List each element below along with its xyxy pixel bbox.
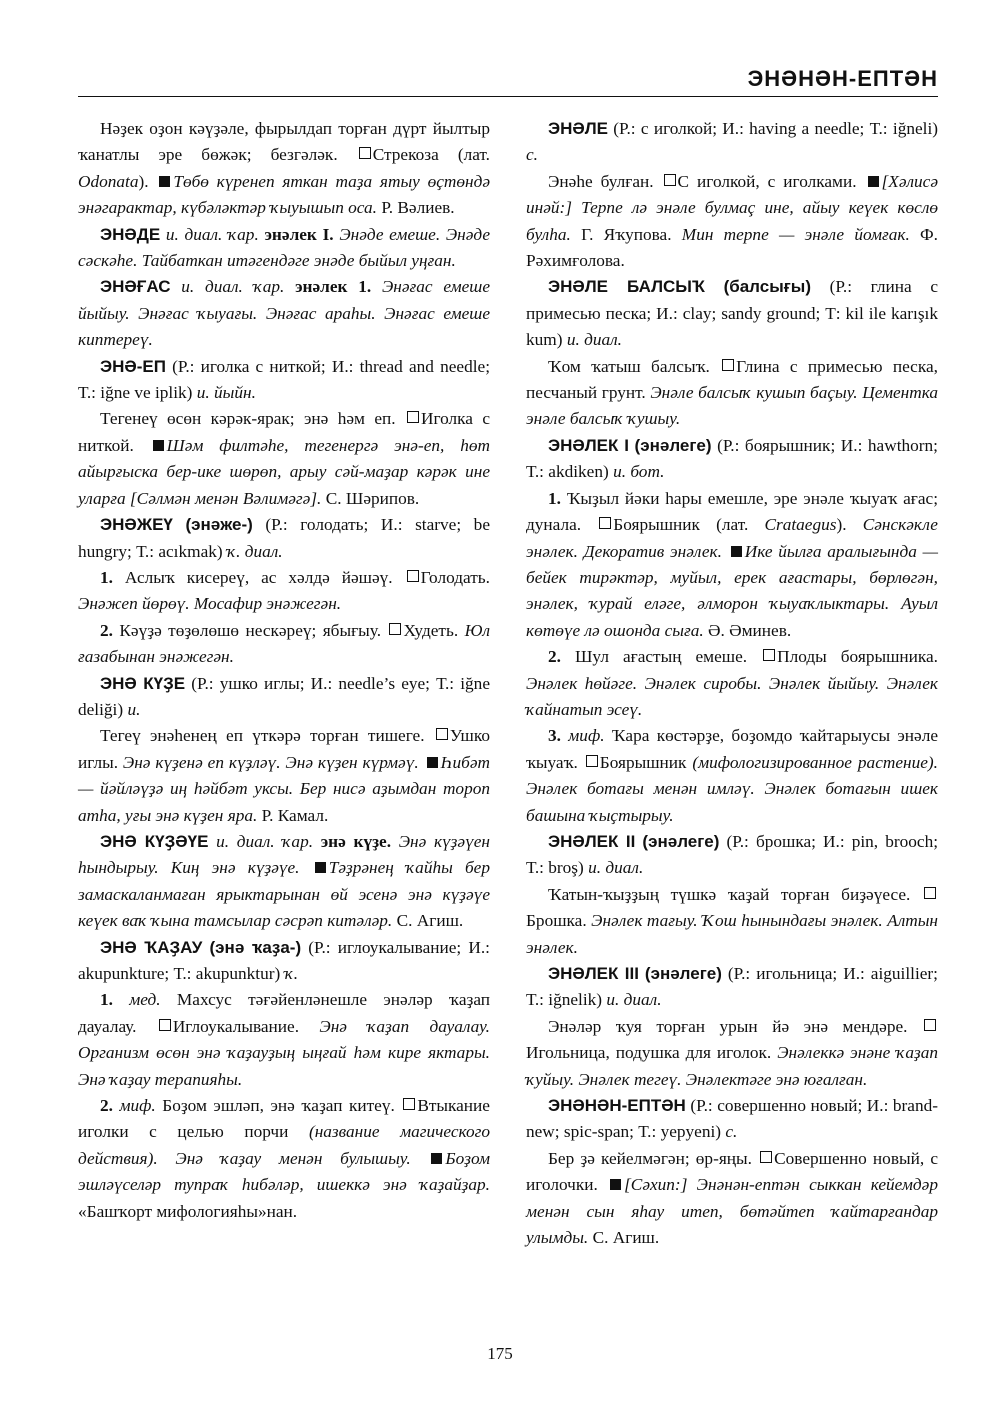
grammar-label: и. [127,699,141,719]
latin-name: Crataegus [764,515,837,535]
headword: ЭНӘ ҠАҘАУ [100,937,203,957]
translation-marker-icon [586,755,598,767]
translation-note: (мифологизированное растение). [692,752,938,772]
domain-label: миф. [119,1096,156,1116]
dictionary-entry [526,274,938,353]
definition: Шул ағастың емеше. [575,647,748,667]
headword: ЭНӘЛЕ БАЛСЫҠ [548,277,705,297]
citation-example: Тәҙрәнең ҡайhы бер замаскаланмаған ярыктарынан өй эсенә энә күҙәүе кеүек ваҡ ҡына тамсылар сәсрәп китәләр. [78,858,490,931]
example-marker-icon [159,176,170,187]
translation-marker-icon [924,887,936,899]
definition: Аслыҡ кисереү, ас хәлдә йәшәү. [124,567,393,587]
russian-translation: Плоды боярышника. [777,647,938,667]
entry-continuation [78,116,490,222]
sense-number: 1. [100,567,113,587]
domain-label: миф. [568,726,605,746]
sense-paragraph [78,565,490,618]
headword-form: (энәже-) [185,515,253,535]
example-marker-icon [431,1153,442,1164]
citation-example: Ике йылға аралығында — бейек тирәктәр, муйыл, ерек ағастары, бөрлөгән, энәлек, ҡурай еләге, әлморон ҡыуаҡлыктары. Ауыл көтөүе лә ошонда сыға. [526,541,938,640]
usage-example: Юл ғазабынан энәжегән. [78,620,490,667]
dictionary-entry [526,829,938,882]
citation-source: Ф. Рәхимғолова. [526,224,938,271]
translation-marker-icon [359,147,371,159]
latin-name: Odonata [78,171,139,191]
citation-example: [Сәхип:] Энәнән-ептән сыккан кейемдәр менән сын яhау итеп, бөтәйтеп ҡайтарғандар улымды. [526,1175,938,1248]
russian-translation: Втыкание иголки с целью порчи [78,1096,490,1142]
definition: Ҡом ҡатыш балсыҡ. [548,356,710,376]
russian-translation: Стрекоза (лат. [372,145,490,165]
sense-number: 2. [100,1096,113,1116]
translations: (Р.: боярышник; И.: hawthorn; Т.: akdiken) [526,435,938,482]
citation-example: Боҙом эшләүселәр тупраҡ hибәләр, ишеккә энә ҡаҙайҙар. [78,1148,490,1195]
citation-source: Г. Яҡупова. [581,224,672,244]
usage-example: Энә ҡаҙау менән булышыу. [175,1148,411,1168]
translation-marker-icon [407,411,419,423]
usage-example: Энә күҙенә еп күҙләү. Энә күҙен күрмәү. [122,752,419,772]
sense-number: 2. [100,620,113,640]
usage-example: Энәде емеше. Энәде сәскәhе. Тайбаткан итәгендәге энәде быйыл уңған. [78,224,491,271]
usage-example: Энәле балсыҡ кушып баçыу. Цементка энәле балсыҡ ҡушыу. [526,383,938,429]
translations: (Р.: брошка; И.: pin, brooch; Т.: broş) [526,831,939,878]
headword: ЭНӘ-ЕП [100,356,166,376]
citation-example: Һибәт — йәйләүҙә иң hәйбәт уксы. Бер нисә аҙымдан тороп атhа, уғы энә күҙен яра. [78,752,490,825]
translation-end: ). [138,171,149,191]
citation-source: Р. Камал. [261,805,329,825]
cross-reference: энәлек I. [264,224,334,244]
example-marker-icon [427,757,438,768]
translation-marker-icon [763,649,775,661]
citation-source: С. Шәрипов. [325,488,420,508]
sense-paragraph [526,1146,938,1252]
example-marker-icon [153,440,164,451]
usage-example: Энә күҙәүен hындырыу. Киң энә күҙәүе. [78,831,490,878]
usage-example: Энәлек тағыу. Ҡош hынындағы энәлек. Алтын энәлек. [526,911,938,957]
grammar-label: и. диал. ҡар. [165,224,259,244]
sense-paragraph [526,644,938,723]
definition: Ҡыҙыл йәки hары емешле, эре энәле ҡыуаҡ ағас; дунала. [526,488,938,535]
russian-translation: Совершенно новый, с иголочки. [526,1148,938,1195]
russian-translation: Иглоукалывание. [172,1016,300,1036]
translation-marker-icon [664,174,676,186]
translation-marker-icon [403,1098,415,1110]
sense-paragraph [526,354,938,433]
running-head: ЭНӘНӘН-ЕПТӘН [747,66,938,91]
translation-note: (название магического действия). [78,1122,490,1168]
definition: Энәләр ҡуя торған урын йә энә мендәре. [548,1016,908,1036]
citation-example: Төбө күренеп яткан таҙа ятыу өҫтөндә энәгарактар, күбәләктәр ҡыуышып оса. [78,171,490,218]
headword-form: (энәлеге) [642,831,720,851]
headword: ЭНӘҒАС [100,277,171,297]
russian-translation: Брошка. [526,911,587,931]
sense-paragraph [78,987,490,1093]
sense-paragraph [526,1014,938,1093]
translations: (Р.: с иголкой; И.: having a needle; Т.: iğneli) [613,119,938,138]
example-marker-icon [610,1179,621,1190]
dictionary-entry [526,116,938,169]
example-marker-icon [731,546,742,557]
definition: Боҙом эшләп, энә ҡаҙап китеү. [162,1096,395,1116]
citation-source: С. Агиш. [592,1228,660,1248]
sense-paragraph [78,723,490,829]
definition: Бер ҙә кейелмәгән; өр-яңы. [548,1148,752,1168]
translations: (Р.: иглоукалывание; И.: akupunkture; Т.: akupunktur) [78,937,490,983]
translations: (Р.: игольница; И.: aiguillier; Т.: iğnelik) [526,964,938,1010]
headword: ЭНӘДЕ [100,224,161,244]
usage-example: Энәлек ботағы менән имләү. Энәлек ботағын ишек башына ҡыҫтырыу. [526,779,938,825]
translations: (Р.: иголка с ниткой; И.: thread and needle; Т.: iğne ve iplik) [78,356,490,403]
translation-marker-icon [924,1019,936,1031]
citation-example: Шәм филтәhе, тегенергә энә-еп, hөт айырғыска бер-ике шөрөп, арыу сәй-маҙар кәрәк ине уларға [Сәлмән менән Вәлимәгә]. [78,435,490,508]
citation-example: Мин терпе — энәле йомғак. [681,224,910,244]
sense-number: 3. [548,726,561,746]
sense-paragraph [78,406,490,512]
usage-example: Сәнскәкле энәлек. Декоратив энәлек. [526,515,938,561]
grammar-label: и. диал. [606,990,662,1010]
grammar-label: и. бот. [613,462,665,482]
usage-example: Энә ҡаҙап дауалау. Организм өсөн энә ҡаҙауҙың ыңғай hәм кире яктары. Энә ҡаҙау терапияhы. [78,1016,490,1089]
russian-translation: Игольница, подушка для иголок. [526,1043,772,1063]
grammar-label: и. диал. ҡар. [216,831,314,851]
grammar-label: и. диал. [566,330,622,350]
translation-marker-icon [722,359,734,371]
russian-translation: Голодать. [420,567,490,587]
definition: Ҡара көстәрҙе, боҙомдо ҡайтарыусы энәле ҡыуаҡ. [526,726,939,772]
definition: Кәүҙә төҙөлөшө нескәреү; ябығыу. [119,620,382,640]
translation-marker-icon [599,517,611,529]
headword: ЭНӘЛЕК I [548,435,630,455]
russian-translation: Худеть. [403,620,459,640]
grammar-label: с. [725,1122,738,1142]
definition: Тегеү энәhенең еп үткәрә торған тишеге. [100,726,425,746]
russian-translation: Иголка с ниткой. [78,409,490,455]
headword: ЭНӘЛЕ [548,119,608,138]
sense-number: 1. [548,488,561,508]
headword: ЭНӘ КҮҘЕ [100,673,186,693]
domain-label: мед. [129,990,161,1010]
citation-source: Ә. Әминев. [708,620,792,640]
cross-reference: энәлек 1. [295,277,372,297]
sense-paragraph [526,169,938,275]
headword: ЭНӘ КҮҘӘҮЕ [100,831,209,851]
citation-source: Р. Вәлиев. [381,198,455,218]
translation-marker-icon [436,728,448,740]
sense-number: 1. [100,990,113,1010]
translations: (Р.: глина с примесью песка; И.: clay; sandy ground; Т: kil ile karışık kum) [526,277,938,350]
grammar-label: и. диал. ҡар. [181,277,285,297]
grammar-label: ҡ. диал. [226,541,283,561]
headword-form: (энә ҡаҙа-) [209,937,302,957]
sense-paragraph [526,723,938,829]
dictionary-entry [78,512,490,565]
cross-reference: энә күҙе. [320,831,392,851]
usage-example: Энәлеккә энәне ҡаҙап ҡуйыу. Энәлек тегеү. Энәлектәге энә юғалған. [526,1043,938,1089]
header-rule [78,96,938,97]
russian-translation: Боярышник (лат. [613,515,749,535]
example-marker-icon [868,176,879,187]
headword: ЭНӘНӘН-ЕПТӘН [548,1096,686,1116]
grammar-label: ҡ. [284,964,299,983]
dictionary-entry [78,935,490,988]
dictionary-entry [526,1093,938,1146]
russian-translation: Ушко иглы. [78,726,490,772]
dictionary-entry [526,961,938,1014]
left-column [78,116,490,1225]
dictionary-entry [78,222,490,275]
definition: Нәҙек оҙон кәүҙәле, фырылдап торған дүрт йылтыр ҡанатлы эре бөжәк; безгәләк. [78,119,490,165]
usage-example: Энәлек hөйәге. Энәлек сиробы. Энәлек йыйыу. Энәлек ҡайнатып эсеү. [526,673,938,719]
headword: ЭНӘЛЕК II [548,831,636,851]
sense-paragraph [78,1093,490,1225]
page-number: 175 [487,1344,513,1363]
translation-marker-icon [159,1019,171,1031]
dictionary-entry [78,274,490,353]
russian-translation: Глина с примесью песка, песчаный грунт. [526,356,938,403]
right-column [526,116,938,1251]
usage-example: Энәжеп йөрөү. Мосафир энәжегән. [78,594,342,614]
dictionary-entry [78,829,490,935]
translation-marker-icon [407,570,419,582]
translation-marker-icon [760,1151,772,1163]
russian-translation: Боярышник [599,752,687,772]
sense-paragraph [526,882,938,961]
sense-paragraph [78,618,490,671]
translations: (Р.: совершенно новый; И.: brand-new; spic-span; Т.: yepyeni) [526,1096,938,1142]
sense-number: 2. [548,647,561,667]
grammar-label: и. диал. [588,858,644,878]
headword: ЭНӘЛЕК III [548,964,639,983]
dictionary-entry [526,433,938,486]
grammar-label: и. йыйн. [196,383,256,403]
translations: (Р.: голодать; И.: starve; be hungry; Т.: acıkmak) [78,515,490,561]
russian-translation: С иголкой, с иголками. [677,171,857,191]
translation-end: ). [836,515,847,535]
citation-source: «Башҡорт мифологияhы»нан. [78,1201,298,1221]
definition: Тегенеү өсөн кәрәк-ярак; энә һәм еп. [100,409,396,429]
dictionary-entry [78,354,490,407]
example-marker-icon [315,862,326,873]
headword-form: (энәлеге) [644,964,722,983]
headword-form: (энәлеге) [634,435,712,455]
dictionary-entry [78,671,490,724]
sense-paragraph [526,486,938,644]
translations: (Р.: ушко иглы; И.: needle’s eye; Т.: iğne deliği) [78,673,490,719]
definition: Махсус тәғәйенләнешле энәләр ҡаҙап дауалау. [78,990,491,1036]
translation-marker-icon [389,623,401,635]
citation-example: [Хәлисә инәй:] Терпе лә энәле булмаç ине, айыу кеүек көслө булhа. [526,171,938,244]
definition: Энәhе булған. [548,171,654,191]
grammar-label: с. [526,145,538,165]
citation-source: С. Агиш. [396,911,464,931]
definition: Ҡатын-ҡыҙҙың түшкә ҡаҙай торған биҙәүесе. [548,884,911,904]
headword-form: (балсығы) [723,277,811,297]
usage-example: Энәғас емеше йыйыу. Энәғас ҡыуағы. Энәғас араhы. Энәғас емеше киптереү. [78,277,491,350]
headword: ЭНӘЖЕҮ [100,515,173,535]
